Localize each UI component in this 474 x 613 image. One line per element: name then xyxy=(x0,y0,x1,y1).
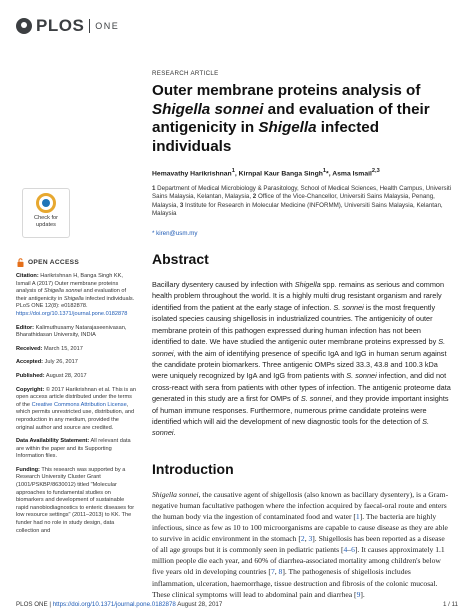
abstract-italic: S. sonnei xyxy=(300,394,332,404)
reference-link[interactable]: 6 xyxy=(351,545,355,555)
affiliation-number: 3 xyxy=(179,201,184,209)
affiliation-number: 1 xyxy=(152,185,156,193)
journal-logo xyxy=(16,16,119,36)
author-affiliation-mark: 1 xyxy=(322,168,327,174)
intro-span: ]. The pathogenesis of shigellosis includes inflammation, ulceration, haemorrhage, tissue destruction and fibrosis of the colonic mucosal. These clinical symptoms will lead to abdominal pain and diarrhea [ xyxy=(152,567,438,599)
intro-span: – xyxy=(347,545,352,555)
introduction-text xyxy=(152,489,452,600)
received-label: Received: xyxy=(16,345,43,352)
data-availability-text: All relevant data are within the paper and its Supporting Information files. xyxy=(16,438,131,460)
data-availability-block xyxy=(16,438,138,461)
abstract-italic: S. sonnei xyxy=(333,302,364,312)
corresponding-email[interactable]: * kiren@usm.my xyxy=(152,230,198,238)
citation-text: and evaluation of their antigenicity in xyxy=(16,288,127,302)
title-italic: Shigella xyxy=(152,100,211,118)
accepted-label: Accepted: xyxy=(16,359,44,366)
accepted-date: July 26, 2017 xyxy=(43,359,78,366)
intro-span: , xyxy=(304,534,309,544)
funding-block xyxy=(16,467,138,535)
citation-italic: Shigella sonnei xyxy=(43,288,82,295)
title-text: infected individuals xyxy=(152,119,380,155)
affiliation-text: Office of the Vice-Chancellor, Universiti Sains Malaysia, Penang, Malaysia, xyxy=(152,193,435,209)
reference-link[interactable]: 7 xyxy=(270,567,275,577)
editor-block xyxy=(16,325,138,340)
title-text: Outer membrane proteins analysis of xyxy=(152,82,421,99)
affiliation-number: 2 xyxy=(252,193,257,201)
abstract-span: infection, and did not cross-react with sera from patients with other types of infection. The antigenic proteome data generated in this study are a first for OMPs of xyxy=(152,371,451,404)
citation-block xyxy=(16,273,138,319)
author-name: , Kirnpal Kaur Banga Singh xyxy=(234,170,323,178)
funding-text: This research was supported by a Research University Cluster Grant (1001/PSKBP/8630012) titled "Molecular approaches to fundamental studies on biomarkers and development of sustainable rapid nanobiodiagnostics to enteric diseases for low resource settings" (2011–2013) to KK. The funder had no role in study design, data collection and xyxy=(16,466,135,534)
title-text: and evaluation of their antigenicity in xyxy=(152,100,430,136)
received-date: March 15, 2017 xyxy=(42,345,83,352)
copyright-block xyxy=(16,387,138,433)
data-availability-label: Data Availability Statement: xyxy=(16,438,90,445)
copyright-text: © 2017 Harikrishnan et al. This is an open access article distributed under the terms of the xyxy=(16,386,136,408)
corresponding-mark: * xyxy=(326,170,329,178)
plos-logo-icon xyxy=(16,18,32,34)
intro-span: , xyxy=(274,567,279,577)
reference-link[interactable]: 9 xyxy=(356,589,361,599)
author-affiliation-mark: 2,3 xyxy=(371,168,380,174)
accepted-block xyxy=(16,359,138,367)
footer-date: August 28, 2017 xyxy=(175,601,223,608)
logo-divider xyxy=(89,19,90,33)
license-link[interactable]: Creative Commons Attribution License xyxy=(31,401,127,408)
author-affiliation-mark: 1 xyxy=(231,168,235,174)
published-block xyxy=(16,373,138,381)
abstract-span: . xyxy=(173,428,176,438)
published-label: Published: xyxy=(16,372,45,379)
title-italic: sonnei xyxy=(214,100,264,118)
title-italic: Shigella xyxy=(258,119,317,136)
footer-journal: PLOS ONE | xyxy=(16,601,53,608)
editor-label: Editor: xyxy=(16,324,35,331)
editor-text: Kalimuthusamy Natarajaseenivasan, Bharathidasan University, INDIA xyxy=(16,324,127,339)
journal-name: ONE xyxy=(95,21,120,31)
reference-link[interactable]: 2 xyxy=(300,534,305,544)
footer-left xyxy=(16,601,443,608)
author-name: Hemavathy Harikrishnan xyxy=(152,170,232,178)
citation-text: Harikrishnan H, Banga Singh KK, Ismail A (2017) Outer membrane proteins analysis of xyxy=(16,273,123,295)
journal-brand: PLOS xyxy=(36,16,85,35)
reference-link[interactable]: 8 xyxy=(278,567,283,577)
abstract-span: Bacillary dysentery caused by infection with xyxy=(152,280,295,290)
citation-italic: Shigella xyxy=(63,295,84,302)
abstract-italic: S. sonnei xyxy=(152,416,430,438)
article-title xyxy=(152,82,452,156)
intro-span: ]. It causes approximately 1.1 million people die each year, and 60% of diarrhea-associated mortality among children's below five years old in developing countries [ xyxy=(152,545,445,577)
page-number: 1 / 11 xyxy=(442,601,458,608)
check-for-updates-badge[interactable] xyxy=(22,188,70,238)
intro-span: ]. The bacteria are highly infectious, since as few as 10 to 100 microorganisms are capable to cause disease as they are able to survive in acidic environment in the stomach [ xyxy=(152,511,448,544)
intro-span: ]. xyxy=(360,589,365,599)
citation-text: infected individuals. PLoS ONE 12(8): e0182878. xyxy=(16,295,135,310)
article-main xyxy=(152,70,452,600)
article-sidebar xyxy=(16,258,138,541)
crossmark-icon xyxy=(36,193,56,213)
abstract-heading: Abstract xyxy=(152,251,209,268)
citation-label: Citation: xyxy=(16,273,39,279)
affiliation-text: Department of Medical Microbiology & Parasitology, School of Medical Sciences, Health Campus, Universiti Sains Malaysia, Kelantan, Malaysia, xyxy=(152,185,452,201)
introduction-heading: Introduction xyxy=(152,460,234,477)
open-access-label xyxy=(16,258,138,267)
citation-doi-link[interactable]: https://doi.org/10.1371/journal.pone.0182878 xyxy=(16,310,128,317)
reference-link[interactable]: 3 xyxy=(308,534,313,544)
affiliation-text: Institute for Research in Molecular Medicine (INFORMM), Universiti Sains Malaysia, Kelantan, Malaysia xyxy=(152,201,443,217)
badge-line-1: Check for xyxy=(34,215,58,221)
abstract-span: is the most frequently isolated species causing shigellosis in industrialized countries. The antigenicity of outer membrane protein of this pathogen expressed during human infection has not been identified to date. We have studied the antigenic outer membrane proteins expressed by xyxy=(152,302,439,347)
badge-line-2: updates xyxy=(36,221,56,228)
abstract-span: spp. remains as serious and common health problem throughout the world. It is a highly multi drug resistant organism and rarely identified from the patient at the early stage of infection. xyxy=(152,280,445,312)
abstract-span: , with the aim of identifying presence of specific IgA and IgG in human serum against the candidate protein biomarkers. Three antigenic OMPs sized 33.3, 43.8 and 100.3 kDa were uniquely recognized by IgA and IgG from patients with xyxy=(152,348,447,381)
reference-link[interactable]: 4 xyxy=(343,545,348,555)
published-date: August 28, 2017 xyxy=(44,372,87,379)
intro-italic: Shigella sonnei xyxy=(152,489,199,499)
abstract-text xyxy=(152,279,452,439)
open-lock-icon xyxy=(16,258,25,267)
funding-label: Funding: xyxy=(16,466,40,473)
page-footer xyxy=(16,601,458,608)
intro-span: ]. Shigellosis has been reported as a disease of all age groups but it is commonly seen in pediatric patients [ xyxy=(152,534,445,555)
affiliations xyxy=(152,185,452,218)
article-type: RESEARCH ARTICLE xyxy=(152,70,219,77)
abstract-italic: Shigella xyxy=(294,280,321,290)
intro-span: , the causative agent of shigellosis (also known as bacillary dysentery), is a Gram-negative human facultative pathogen where the infection acquired by faecal-oral route and enters the human body via the ingestion of contaminated food and water [ xyxy=(152,489,449,521)
abstract-span: , and they provide important insights of human immune responses. Furthermore, numerous prime candidate proteins were identified which will aid the development of new diagnostic tools for the detection of xyxy=(152,394,449,426)
received-block xyxy=(16,346,138,354)
author-name: , Asma Ismail xyxy=(328,170,372,178)
abstract-italic: S. sonnei xyxy=(152,337,446,358)
author-list xyxy=(152,168,452,177)
abstract-italic: S. sonnei xyxy=(346,371,377,381)
reference-link[interactable]: 1 xyxy=(355,511,360,521)
footer-doi-link[interactable]: https://doi.org/10.1371/journal.pone.0182878 xyxy=(52,601,176,608)
copyright-text: , which permits unrestricted use, distribution, and reproduction in any medium, provided the original author and source are credited. xyxy=(16,401,135,431)
copyright-label: Copyright: xyxy=(16,386,45,393)
open-access-text: OPEN ACCESS xyxy=(28,258,80,266)
